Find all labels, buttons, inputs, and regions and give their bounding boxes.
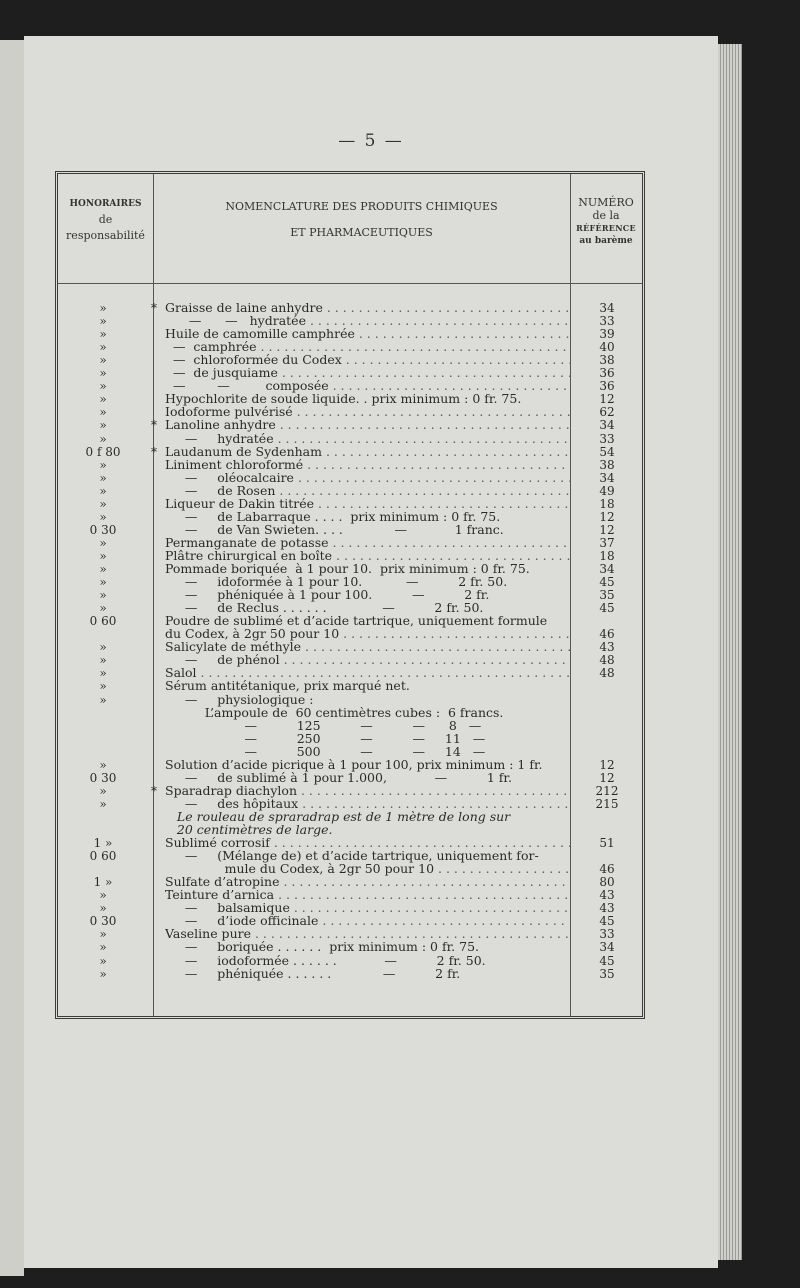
header-text: responsabilité xyxy=(66,229,145,242)
table-row xyxy=(58,732,642,746)
product-name-cell: Liqueur de Dakin titrée . . . xyxy=(165,497,570,511)
product-name-cell: Hypochlorite de soude liquide. . prix minimum : 0 fr. 75. xyxy=(165,392,522,407)
product-name-cell: — de Reclus . . . . . . — 2 fr. 50. xyxy=(165,601,484,616)
honoraires-cell: » xyxy=(99,457,107,472)
product-name-cell: — des hôpitaux . . . xyxy=(165,797,570,811)
honoraires-cell: » xyxy=(99,901,107,916)
product-name-cell: Poudre de sublimé et d’acide tartrique, uniquement formule xyxy=(165,614,548,629)
asterisk-marker: * xyxy=(151,301,157,315)
honoraires-cell: » xyxy=(99,666,107,681)
table-row xyxy=(58,771,642,785)
honoraires-cell: » xyxy=(99,575,107,590)
table-row xyxy=(58,836,642,850)
product-name-cell: Permanganate de potasse . . . xyxy=(165,536,570,550)
honoraires-cell: » xyxy=(99,314,107,329)
product-name-cell: Le rouleau de spraradrap est de 1 mètre de long sur xyxy=(165,809,511,824)
table-row xyxy=(58,601,642,615)
table-row xyxy=(58,301,642,315)
product-name-cell: — — hydratée . . . xyxy=(165,314,570,328)
header-nomenclature xyxy=(153,194,570,246)
honoraires-cell: » xyxy=(99,418,107,433)
table-row xyxy=(58,536,642,550)
honoraires-cell: » xyxy=(99,366,107,381)
reference-number-cell: 33 xyxy=(599,927,615,942)
product-name-cell: Laudanum de Sydenham . . . xyxy=(165,445,570,459)
honoraires-cell: » xyxy=(99,496,107,511)
honoraires-cell: » xyxy=(99,588,107,603)
product-name-cell: — d’iode officinale . . . xyxy=(165,914,570,928)
honoraires-cell: 0 60 xyxy=(89,614,117,629)
header-text: de xyxy=(98,213,113,226)
product-name-cell: Lanoline anhydre . . . xyxy=(165,418,570,432)
product-name-cell: — oléocalcaire . . . xyxy=(165,471,570,485)
table-row xyxy=(58,967,642,981)
honoraires-cell: » xyxy=(99,509,107,524)
reference-number-cell: 45 xyxy=(599,914,615,929)
table-row xyxy=(58,927,642,941)
product-name-cell: Sérum antitétanique, prix marqué net. xyxy=(165,679,410,694)
product-name-cell: — de Labarraque . . . . prix minimum : 0 fr. 75. xyxy=(165,509,501,524)
header-text: de la xyxy=(592,209,620,222)
reference-number-cell: 18 xyxy=(599,496,615,511)
product-name-cell: — 250 — — 11 — xyxy=(165,731,486,746)
table-row xyxy=(58,849,642,863)
product-name-cell: Sparadrap diachylon . . . xyxy=(165,784,570,798)
product-name-cell: Pommade boriquée à 1 pour 10. prix minimum : 0 fr. 75. xyxy=(165,562,530,576)
product-name-cell: — phéniquée à 1 pour 100. — 2 fr. xyxy=(165,588,490,603)
reference-number-cell: 34 xyxy=(599,301,615,315)
table-row xyxy=(58,784,642,798)
table-row xyxy=(58,914,642,928)
product-name-cell: Teinture d’arnica . . . xyxy=(165,888,570,902)
product-name-cell: Vaseline pure . . . xyxy=(165,927,570,941)
product-name-cell: Huile de camomille camphrée . . . xyxy=(165,327,570,341)
reference-number-cell: 38 xyxy=(599,353,615,368)
reference-number-cell: 46 xyxy=(599,627,615,642)
reference-number-cell: 212 xyxy=(595,783,619,798)
reference-number-cell: 12 xyxy=(599,757,615,772)
table-row xyxy=(58,693,642,707)
honoraires-cell: » xyxy=(99,966,107,981)
reference-number-cell: 34 xyxy=(599,940,615,955)
header-text: NUMÉRO xyxy=(578,196,634,209)
honoraires-cell: 0 30 xyxy=(89,522,117,537)
reference-number-cell: 37 xyxy=(599,535,615,550)
table-row xyxy=(58,484,642,498)
reference-number-cell: 34 xyxy=(599,470,615,485)
asterisk-marker: * xyxy=(151,418,157,433)
page-number: — 5 — xyxy=(338,131,404,151)
reference-number-cell: 36 xyxy=(599,379,615,394)
product-name-cell: — hydratée . . . xyxy=(165,432,570,446)
product-name-cell: mule du Codex, à 2gr 50 pour 10 . . . xyxy=(165,862,570,876)
table-row xyxy=(58,640,642,654)
reference-number-cell: 36 xyxy=(599,366,615,381)
product-name-cell: — de sublimé à 1 pour 1.000, — 1 fr. xyxy=(165,770,512,785)
product-name-cell: — de Van Swieten. . . . — 1 franc. xyxy=(165,522,504,537)
honoraires-cell: » xyxy=(99,327,107,342)
table-row xyxy=(58,510,642,524)
reference-number-cell: 62 xyxy=(599,405,615,420)
table-row xyxy=(58,327,642,341)
product-name-cell: — de jusquiame . . . xyxy=(165,366,570,380)
product-name-cell: Plâtre chirurgical en boîte . . . xyxy=(165,549,570,563)
reference-number-cell: 43 xyxy=(599,901,615,916)
reference-number-cell: 34 xyxy=(599,418,615,433)
product-name-cell: Liniment chloroformé . . . xyxy=(165,458,570,472)
reference-number-cell: 39 xyxy=(599,327,615,342)
honoraires-cell: » xyxy=(99,483,107,498)
product-name-cell: — iodoformée . . . . . . — 2 fr. 50. xyxy=(165,953,486,968)
reference-number-cell: 12 xyxy=(599,509,615,524)
header-honoraires xyxy=(58,196,153,244)
honoraires-cell: » xyxy=(99,640,107,655)
honoraires-cell: » xyxy=(99,888,107,903)
product-name-cell: — physiologique : xyxy=(165,692,314,707)
honoraires-cell: 0 30 xyxy=(89,770,117,785)
honoraires-cell: » xyxy=(99,953,107,968)
honoraires-cell: » xyxy=(99,301,107,315)
reference-number-cell: 40 xyxy=(599,340,615,355)
header-text: HONORAIRES xyxy=(69,199,142,209)
table-row xyxy=(58,575,642,589)
table-row xyxy=(58,679,642,693)
header-reference xyxy=(570,196,642,248)
honoraires-cell: » xyxy=(99,340,107,355)
honoraires-cell: 0 30 xyxy=(89,914,117,929)
product-name-cell: 20 centimètres de large. xyxy=(165,823,333,837)
reference-number-cell: 43 xyxy=(599,888,615,903)
product-name-cell: Sulfate d’atropine . . . xyxy=(165,875,570,889)
table-row xyxy=(58,875,642,889)
honoraires-cell: » xyxy=(99,353,107,368)
table-row xyxy=(58,666,642,680)
table-row xyxy=(58,758,642,772)
honoraires-cell: » xyxy=(99,796,107,811)
reference-number-cell: 35 xyxy=(599,588,615,603)
honoraires-cell: » xyxy=(99,757,107,772)
table-row xyxy=(58,366,642,380)
table-row xyxy=(58,392,642,406)
honoraires-cell: » xyxy=(99,405,107,420)
reference-number-cell: 45 xyxy=(599,575,615,590)
honoraires-cell: » xyxy=(99,379,107,394)
table-row xyxy=(58,653,642,667)
product-name-cell: Graisse de laine anhydre . . . xyxy=(165,301,570,315)
product-name-cell: — phéniquée . . . . . . — 2 fr. xyxy=(165,966,461,981)
book-page xyxy=(24,36,718,1268)
table-row xyxy=(58,627,642,641)
table-row xyxy=(58,353,642,367)
product-name-cell: — de phénol . . . xyxy=(165,653,570,667)
product-name-cell: — (Mélange de) et d’acide tartrique, uniquement for- xyxy=(165,849,539,864)
honoraires-cell: » xyxy=(99,535,107,550)
table-row xyxy=(58,954,642,968)
product-name-cell: du Codex, à 2gr 50 pour 10 . . . xyxy=(165,627,570,641)
product-name-cell: — de Rosen . . . xyxy=(165,484,570,498)
reference-number-cell: 49 xyxy=(599,483,615,498)
reference-number-cell: 45 xyxy=(599,601,615,616)
reference-number-cell: 48 xyxy=(599,666,615,681)
table-row xyxy=(58,314,642,328)
header-text: au barème xyxy=(579,236,633,246)
price-table xyxy=(55,171,645,1019)
table-row xyxy=(58,549,642,563)
reference-number-cell: 33 xyxy=(599,431,615,446)
reference-number-cell: 80 xyxy=(599,875,615,890)
asterisk-marker: * xyxy=(151,444,157,459)
reference-number-cell: 38 xyxy=(599,457,615,472)
product-name-cell: Salicylate de méthyle . . . xyxy=(165,640,570,654)
honoraires-cell: » xyxy=(99,470,107,485)
honoraires-cell: » xyxy=(99,653,107,668)
honoraires-cell: 0 60 xyxy=(89,849,117,864)
product-name-cell: — boriquée . . . . . . prix minimum : 0 fr. 75. xyxy=(165,940,480,955)
honoraires-cell: » xyxy=(99,783,107,798)
product-name-cell: — 125 — — 8 — xyxy=(165,718,482,733)
product-name-cell: Iodoforme pulvérisé . . . xyxy=(165,405,570,419)
table-row xyxy=(58,497,642,511)
product-name-cell: — — composée . . . xyxy=(165,379,570,393)
honoraires-cell: » xyxy=(99,692,107,707)
table-row xyxy=(58,418,642,432)
product-name-cell: — idoformée à 1 pour 10. — 2 fr. 50. xyxy=(165,575,508,590)
table-row xyxy=(58,706,642,720)
header-text: NOMENCLATURE DES PRODUITS CHIMIQUES xyxy=(225,200,498,213)
honoraires-cell: 1 » xyxy=(93,875,113,890)
reference-number-cell: 43 xyxy=(599,640,615,655)
reference-number-cell: 18 xyxy=(599,548,615,563)
honoraires-cell: » xyxy=(99,940,107,955)
product-name-cell: Solution d’acide picrique à 1 pour 100, prix minimum : 1 fr. xyxy=(165,757,543,772)
header-text: ET PHARMACEUTIQUES xyxy=(290,226,433,239)
honoraires-cell: » xyxy=(99,431,107,446)
honoraires-cell: 0 f 80 xyxy=(85,444,121,459)
table-row xyxy=(58,901,642,915)
reference-number-cell: 54 xyxy=(599,444,615,459)
reference-number-cell: 46 xyxy=(599,862,615,877)
reference-number-cell: 45 xyxy=(599,953,615,968)
table-row xyxy=(58,810,642,824)
table-row xyxy=(58,471,642,485)
reference-number-cell: 48 xyxy=(599,653,615,668)
reference-number-cell: 12 xyxy=(599,392,615,407)
table-row xyxy=(58,379,642,393)
product-name-cell: — 500 — — 14 — xyxy=(165,744,486,759)
table-row xyxy=(58,719,642,733)
table-row xyxy=(58,940,642,954)
previous-page-edge xyxy=(0,40,24,1276)
product-name-cell: Sublimé corrosif . . . xyxy=(165,836,570,850)
reference-number-cell: 12 xyxy=(599,522,615,537)
honoraires-cell: » xyxy=(99,392,107,407)
header-divider xyxy=(58,283,642,284)
honoraires-cell: 1 » xyxy=(93,836,113,851)
table-row xyxy=(58,745,642,759)
table-row xyxy=(58,562,642,576)
reference-number-cell: 34 xyxy=(599,562,615,576)
table-row xyxy=(58,523,642,537)
reference-number-cell: 51 xyxy=(599,836,615,851)
product-name-cell: — balsamique . . . xyxy=(165,901,570,915)
table-row xyxy=(58,405,642,419)
honoraires-cell: » xyxy=(99,679,107,694)
table-row xyxy=(58,588,642,602)
reference-number-cell: 12 xyxy=(599,770,615,785)
honoraires-cell: » xyxy=(99,927,107,942)
product-name-cell: L’ampoule de 60 centimètres cubes : 6 francs. xyxy=(165,705,504,720)
reference-number-cell: 215 xyxy=(595,796,619,811)
product-name-cell: — chloroformée du Codex . . . xyxy=(165,353,570,367)
header-text: RÉFÉRENCE xyxy=(576,223,636,233)
table-row xyxy=(58,340,642,354)
asterisk-marker: * xyxy=(151,783,157,798)
honoraires-cell: » xyxy=(99,562,107,576)
table-row xyxy=(58,614,642,628)
table-row xyxy=(58,797,642,811)
product-name-cell: Salol . . . xyxy=(165,666,570,680)
honoraires-cell: » xyxy=(99,601,107,616)
table-row xyxy=(58,445,642,459)
table-row xyxy=(58,823,642,837)
table-row xyxy=(58,888,642,902)
product-name-cell: — camphrée . . . xyxy=(165,340,570,354)
reference-number-cell: 35 xyxy=(599,966,615,981)
table-row xyxy=(58,862,642,876)
table-row xyxy=(58,458,642,472)
reference-number-cell: 33 xyxy=(599,314,615,329)
honoraires-cell: » xyxy=(99,548,107,563)
table-row xyxy=(58,432,642,446)
